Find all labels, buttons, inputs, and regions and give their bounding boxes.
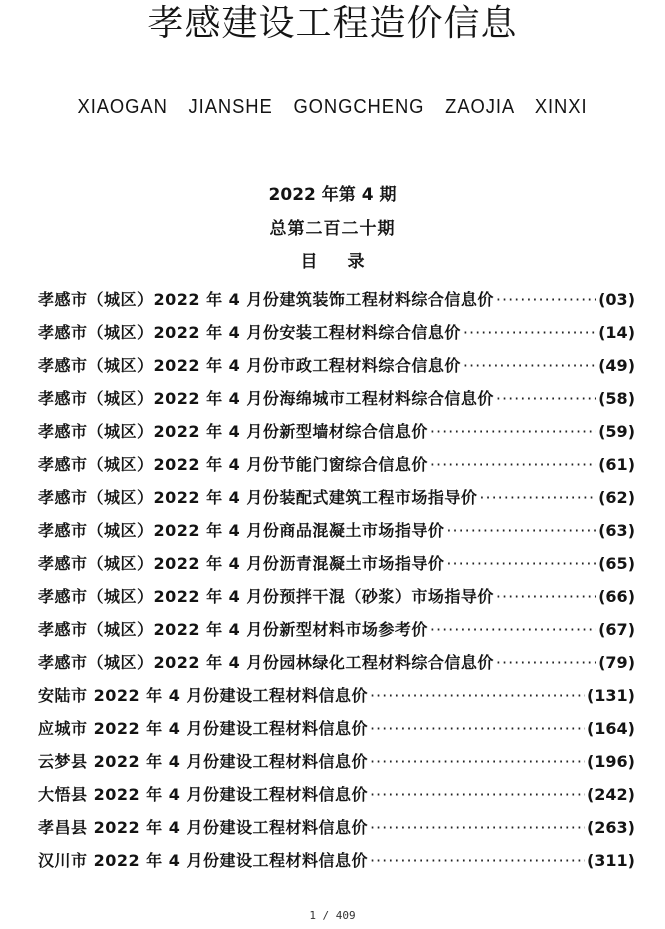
toc-entry-label: 云梦县 2022 年 4 月份建设工程材料信息价 <box>38 752 368 771</box>
toc-entry-label: 孝感市（城区）2022 年 4 月份装配式建筑工程市场指导价 <box>38 488 478 507</box>
toc-entry-label: 孝感市（城区）2022 年 4 月份预拌干混（砂浆）市场指导价 <box>38 587 494 606</box>
leader-dots <box>496 382 596 415</box>
toc-entry[interactable] <box>38 811 635 844</box>
leader-dots <box>463 349 596 382</box>
toc-entry-page: (58) <box>598 389 635 408</box>
leader-dots <box>463 316 596 349</box>
total-issue-number: 总第二百二十期 <box>269 219 396 239</box>
toc-entry-label: 安陆市 2022 年 4 月份建设工程材料信息价 <box>38 686 368 705</box>
toc-entry-label: 大悟县 2022 年 4 月份建设工程材料信息价 <box>38 785 368 804</box>
leader-dots <box>496 580 596 613</box>
toc-entry[interactable] <box>38 415 635 448</box>
leader-dots <box>370 712 585 745</box>
toc-entry-page: (03) <box>598 290 635 309</box>
toc-entry-page: (242) <box>586 785 635 804</box>
leader-dots <box>496 646 596 679</box>
toc-entry-label: 孝感市（城区）2022 年 4 月份海绵城市工程材料综合信息价 <box>38 389 494 408</box>
toc-entry-page: (79) <box>598 653 635 672</box>
toc-entry[interactable] <box>38 646 635 679</box>
leader-dots <box>370 745 585 778</box>
toc-entry-label: 孝感市（城区）2022 年 4 月份节能门窗综合信息价 <box>38 455 428 474</box>
toc-entry[interactable] <box>38 613 635 646</box>
toc-entry-page: (164) <box>586 719 635 738</box>
leader-dots <box>370 778 585 811</box>
issue-number: 2022 年第 4 期 <box>268 185 397 205</box>
toc-entry[interactable] <box>38 349 635 382</box>
toc-entry[interactable] <box>38 844 635 877</box>
toc-entry-label: 孝感市（城区）2022 年 4 月份商品混凝土市场指导价 <box>38 521 445 540</box>
toc-entry[interactable] <box>38 448 635 481</box>
leader-dots <box>370 679 585 712</box>
toc-entry[interactable] <box>38 778 635 811</box>
leader-dots <box>479 481 596 514</box>
toc-entry-page: (131) <box>586 686 635 705</box>
toc-entry-page: (196) <box>586 752 635 771</box>
toc-entry-label: 孝感市（城区）2022 年 4 月份园林绿化工程材料综合信息价 <box>38 653 494 672</box>
toc-entry-label: 孝感市（城区）2022 年 4 月份市政工程材料综合信息价 <box>38 356 461 375</box>
toc-entry-label: 孝感市（城区）2022 年 4 月份安装工程材料综合信息价 <box>38 323 461 342</box>
page-indicator: 1 / 409 <box>309 909 356 922</box>
leader-dots <box>446 514 596 547</box>
table-of-contents <box>38 283 635 877</box>
leader-dots <box>370 811 585 844</box>
toc-entry-page: (61) <box>598 455 635 474</box>
leader-dots <box>370 844 585 877</box>
toc-entry-label: 孝昌县 2022 年 4 月份建设工程材料信息价 <box>38 818 368 837</box>
toc-entry[interactable] <box>38 547 635 580</box>
document-title: 孝感建设工程造价信息 <box>147 3 518 44</box>
toc-entry-page: (62) <box>598 488 635 507</box>
leader-dots <box>446 547 596 580</box>
toc-entry-label: 孝感市（城区）2022 年 4 月份建筑装饰工程材料综合信息价 <box>38 290 494 309</box>
toc-entry[interactable] <box>38 679 635 712</box>
toc-entry-label: 汉川市 2022 年 4 月份建设工程材料信息价 <box>38 851 368 870</box>
leader-dots <box>496 283 596 316</box>
toc-entry-page: (311) <box>586 851 635 870</box>
toc-entry[interactable] <box>38 745 635 778</box>
toc-entry[interactable] <box>38 514 635 547</box>
toc-entry[interactable] <box>38 580 635 613</box>
toc-entry-page: (67) <box>598 620 635 639</box>
toc-entry-label: 应城市 2022 年 4 月份建设工程材料信息价 <box>38 719 368 738</box>
leader-dots <box>430 415 596 448</box>
toc-entry-label: 孝感市（城区）2022 年 4 月份新型材料市场参考价 <box>38 620 428 639</box>
toc-entry-label: 孝感市（城区）2022 年 4 月份新型墙材综合信息价 <box>38 422 428 441</box>
toc-entry[interactable] <box>38 316 635 349</box>
document-subtitle-pinyin: XIAOGAN JIANSHE GONGCHENG ZAOJIA XINXI <box>77 96 588 118</box>
toc-entry-page: (263) <box>586 818 635 837</box>
toc-entry-page: (63) <box>598 521 635 540</box>
toc-entry-page: (59) <box>598 422 635 441</box>
toc-entry-page: (65) <box>598 554 635 573</box>
toc-entry-label: 孝感市（城区）2022 年 4 月份沥青混凝土市场指导价 <box>38 554 445 573</box>
toc-entry-page: (66) <box>598 587 635 606</box>
toc-heading: 目 录 <box>300 252 377 272</box>
toc-entry[interactable] <box>38 481 635 514</box>
toc-entry-page: (49) <box>598 356 635 375</box>
toc-entry[interactable] <box>38 283 635 316</box>
leader-dots <box>430 448 596 481</box>
leader-dots <box>430 613 596 646</box>
toc-entry[interactable] <box>38 712 635 745</box>
toc-entry-page: (14) <box>598 323 635 342</box>
toc-entry[interactable] <box>38 382 635 415</box>
